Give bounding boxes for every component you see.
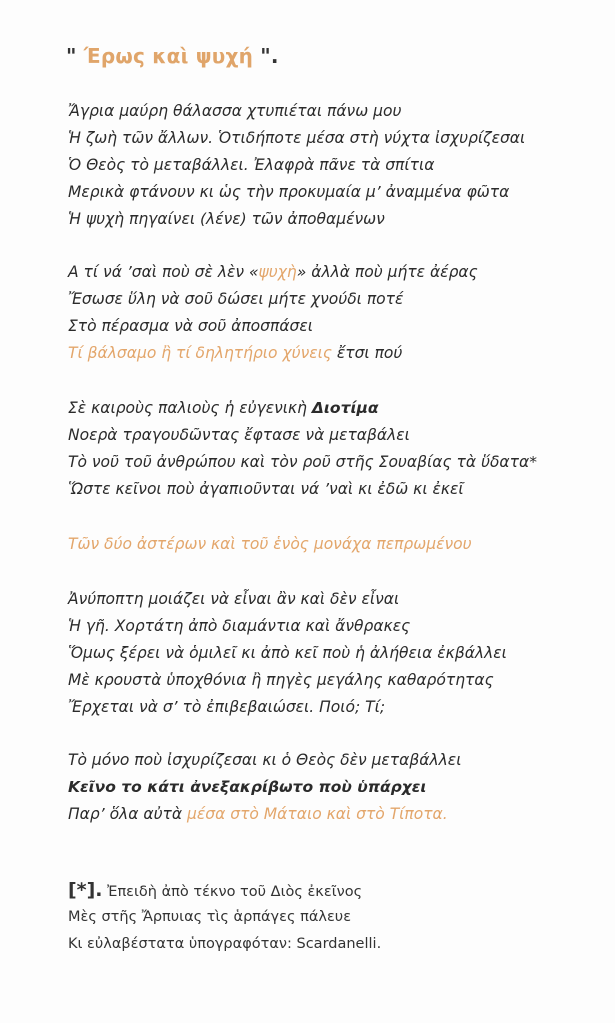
- highlighted-text: μέσα στὸ Μάταιο καὶ στὸ Τίποτα.: [187, 805, 448, 823]
- stanza: [68, 395, 537, 503]
- line-text: Τὸ μόνο ποὺ ἰσχυρίζεσαι κι ὁ Θεὸς δὲν μεταβάλλει: [68, 751, 462, 769]
- poem-title: [66, 44, 279, 68]
- highlighted-text: ψυχὴ: [258, 263, 297, 281]
- poem-line: [68, 286, 478, 313]
- footnote-mark: [*].: [68, 879, 103, 901]
- poem-line: [68, 667, 507, 694]
- line-text: Ἔρχεται νὰ σ’ τὸ ἐπιβεβαιώσει. Ποιό; Τί;: [68, 698, 386, 716]
- line-text: Σὲ καιροὺς παλιοὺς ἡ εὐγενικὴ: [68, 399, 312, 417]
- poem-line: [68, 694, 507, 721]
- stanza: [68, 98, 525, 233]
- footnote: [68, 877, 381, 958]
- line-text: Ἀνύποπτη μοιάζει νὰ εἶναι ἂν καὶ δὲν εἶναι: [68, 590, 400, 608]
- line-text: Ὁ Θεὸς τὸ μεταβάλλει. Ἐλαφρὰ πᾶνε τὰ σπίτια: [68, 156, 435, 174]
- stanza: [68, 531, 472, 558]
- footnote-line: Κι εὐλαβέστατα ὑπογραφόταν: Scardanelli.: [68, 936, 382, 952]
- poem-line: [68, 395, 537, 422]
- poem-line: [68, 259, 478, 286]
- line-text: Ἄγρια μαύρη θάλασσα χτυπιέται πάνω μου: [68, 102, 402, 120]
- poem-line: [68, 206, 525, 233]
- line-text: Ὅμως ξέρει νὰ ὁμιλεῖ κι ἀπὸ κεῖ ποὺ ἡ ἀλήθεια ἐκβάλλει: [68, 644, 507, 662]
- highlighted-text: Τῶν δύο ἀστέρων καὶ τοῦ ἑνὸς μονάχα πεπρωμένου: [68, 535, 472, 553]
- poem-line: [68, 179, 525, 206]
- line-text: Ὥστε κεῖνοι ποὺ ἀγαπιοῦνται νά ’ναὶ κι ἐδῶ κι ἐκεῖ: [68, 480, 464, 498]
- footnote-text: Ἐπειδὴ ἀπὸ τέκνο τοῦ Διὸς ἐκεῖνος: [102, 884, 363, 900]
- line-text: Στὸ πέρασμα νὰ σοῦ ἀποσπάσει: [68, 317, 313, 335]
- poem-line: [68, 422, 537, 449]
- poem-line: [68, 313, 478, 340]
- line-text: Ἡ ψυχὴ πηγαίνει (λένε) τῶν ἀποθαμένων: [68, 210, 385, 228]
- bold-text: Διοτίμα: [311, 399, 379, 417]
- highlighted-text: Τί βάλσαμο ἢ τί δηλητήριο χύνεις: [68, 344, 332, 362]
- title-open-quote: ": [66, 44, 84, 68]
- line-text: ἔτσι πού: [331, 344, 403, 362]
- footnote-line: Μὲς στῆς Ἄρπυιας τὶς ἁρπάγες πάλευε: [68, 909, 352, 925]
- poem-line: [68, 586, 507, 613]
- line-text: Α τί νά ’σαὶ ποὺ σὲ λὲν «: [68, 263, 259, 281]
- line-text: Νοερὰ τραγουδῶντας ἔφτασε νὰ μεταβάλει: [68, 426, 410, 444]
- poem-line: [68, 98, 525, 125]
- poem-line: [68, 476, 537, 503]
- line-text: Παρ’ ὅλα αὐτὰ: [68, 805, 188, 823]
- poem-line: [68, 774, 461, 801]
- line-text: Ἡ ζωὴ τῶν ἄλλων. Ὁτιδήποτε μέσα στὴ νύχτα ἰσχυρίζεσαι: [68, 129, 526, 147]
- line-text: Ἔσωσε ὕλη νὰ σοῦ δώσει μήτε χνούδι ποτέ: [68, 290, 404, 308]
- title-close-quote: ".: [253, 44, 279, 68]
- stanza: [68, 747, 461, 828]
- line-text: » ἀλλὰ ποὺ μήτε ἀέρας: [296, 263, 478, 281]
- poem-line: [68, 152, 525, 179]
- stanza: [68, 259, 478, 367]
- poem-line: [68, 747, 461, 774]
- poem-line: [68, 531, 472, 558]
- stanza: [68, 586, 507, 721]
- poem-line: [68, 125, 525, 152]
- poem-line: [68, 449, 537, 476]
- line-text: Μερικὰ φτάνουν κι ὡς τὴν προκυμαία μ’ ἀναμμένα φῶτα: [68, 183, 510, 201]
- poem-line: [68, 640, 507, 667]
- line-text: Μὲ κρουστὰ ὑποχθόνια ἢ πηγὲς μεγάλης καθαρότητας: [68, 671, 494, 689]
- line-text: Τὸ νοῦ τοῦ ἀνθρώπου καὶ τὸν ροῦ στῆς Σουαβίας τὰ ὕδατα*: [68, 453, 537, 471]
- bold-text: Κεῖνο το κάτι ἀνεξακρίβωτο ποὺ ὑπάρχει: [68, 778, 427, 796]
- poem-line: [68, 340, 478, 367]
- footnote-line: [68, 877, 381, 904]
- poem-line: [68, 801, 461, 828]
- line-text: Ἡ γῆ. Χορτάτη ἀπὸ διαμάντια καὶ ἄνθρακες: [68, 617, 411, 635]
- title-text: Έρως καὶ ψυχή: [83, 44, 254, 68]
- poem-line: [68, 613, 507, 640]
